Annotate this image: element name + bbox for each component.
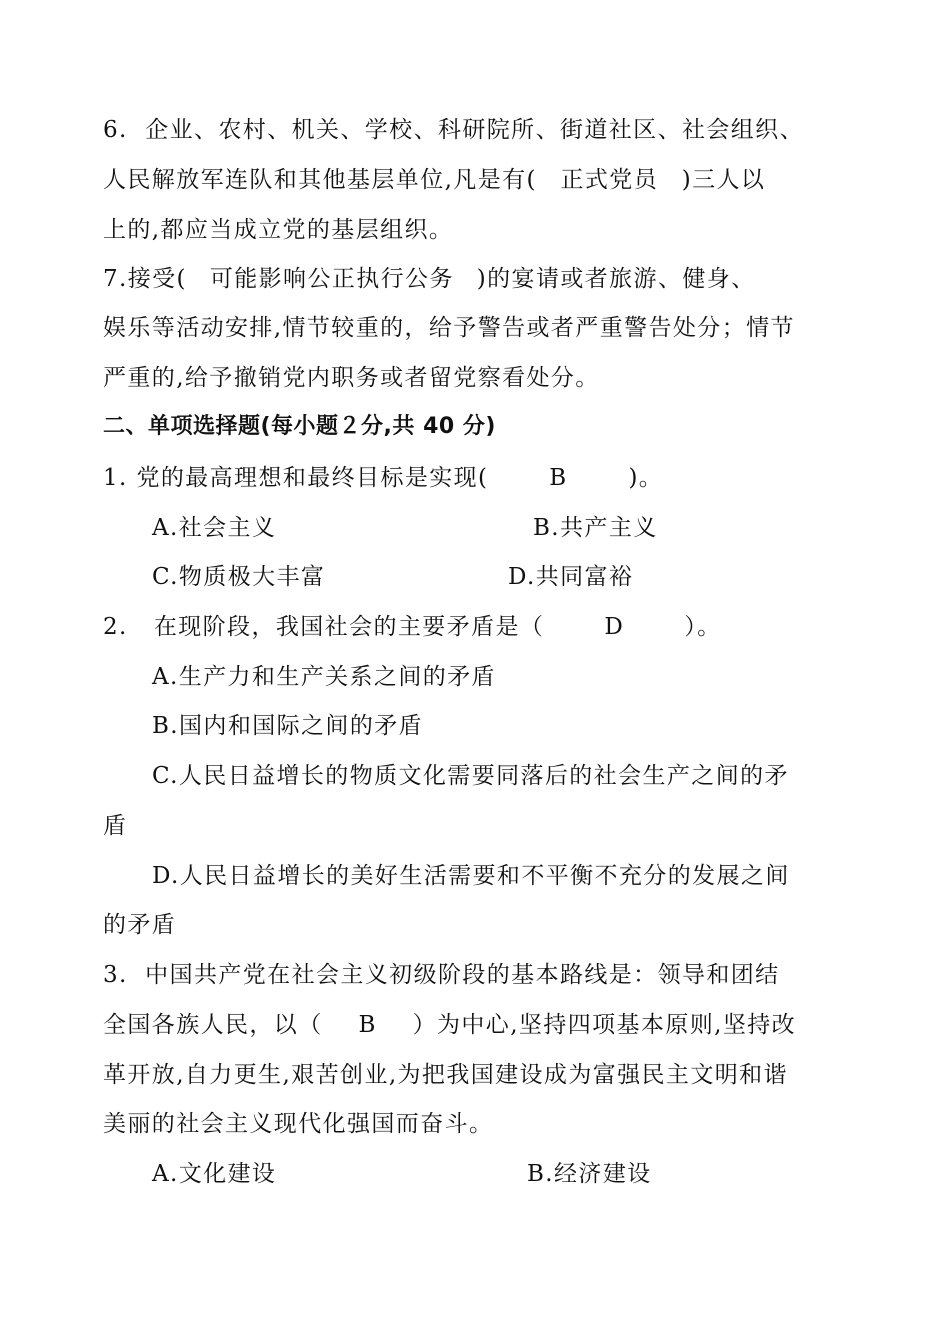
mc1-answer: B [549, 465, 568, 491]
mc1-option-c: C.物质极大丰富 [152, 564, 326, 590]
mc3-line-2 [103, 1010, 796, 1040]
q7-line-1-text: 7.接受( [103, 266, 205, 292]
q6-line-1: 6. 企业、农村、机关、学校、科研院所、街道社区、社会组织、 [103, 117, 804, 143]
mc3-line-4: 美丽的社会主义现代化强国而奋斗。 [103, 1111, 494, 1137]
q7-line-1-end: )的宴请或者旅游、健身、 [459, 266, 756, 292]
mc2-option-d: D.人民日益增长的美好生活需要和不平衡不充分的发展之间 [152, 863, 790, 889]
mc2-option-c: C.人民日益增长的物质文化需要同落后的社会生产之间的矛 [152, 763, 789, 789]
mc2-stem-end: ）。 [684, 614, 722, 640]
q6-line-2 [103, 165, 765, 195]
mc3-line-3: 革开放,自力更生,艰苦创业,为把我国建设成为富强民主文明和谐 [103, 1062, 788, 1088]
q6-line-3: 上的,都应当成立党的基层组织。 [103, 217, 454, 243]
mc1-option-a: A.社会主义 [152, 515, 277, 541]
mc2-stem [103, 612, 722, 642]
q7-answer: 可能影响公正执行公务 [209, 266, 454, 292]
mc2-stem-text: 2. 在现阶段，我国社会的主要矛盾是（ [103, 614, 545, 640]
mc1-option-b: B.共产主义 [533, 515, 658, 541]
q7-line-1 [103, 264, 756, 294]
section-heading: 二、单项选择题(每小题２分,共 40 分) [103, 414, 496, 439]
mc3-option-b: B.经济建设 [527, 1161, 652, 1187]
mc3-line-1: 3. 中国共产党在社会主义初级阶段的基本路线是：领导和团结 [103, 962, 780, 988]
mc1-option-d: D.共同富裕 [508, 564, 634, 590]
q7-line-2: 娱乐等活动安排,情节较重的，给予警告或者严重警告处分；情节 [103, 315, 795, 341]
mc3-answer: B [358, 1012, 377, 1038]
q7-line-3: 严重的,给予撤销党内职务或者留党察看处分。 [103, 365, 600, 391]
mc2-option-d-cont: 的矛盾 [103, 912, 177, 938]
q6-line-2-text: 人民解放军连队和其他基层单位,凡是有( [103, 167, 555, 193]
mc2-option-c-cont: 盾 [103, 813, 128, 839]
mc1-stem [103, 463, 663, 493]
mc2-answer: D [604, 614, 625, 640]
mc3-line-2-text: 全国各族人民，以（ [103, 1012, 323, 1038]
mc2-option-b: B.国内和国际之间的矛盾 [152, 713, 424, 739]
mc3-option-a: A.文化建设 [152, 1161, 277, 1187]
mc2-option-a: A.生产力和生产关系之间的矛盾 [152, 664, 496, 690]
q6-answer: 正式党员 [560, 167, 659, 193]
mc3-line-2-end: ）为中心,坚持四项基本原则,坚持改 [412, 1012, 797, 1038]
q6-line-2-end: )三人以 [664, 167, 766, 193]
mc1-stem-end: )。 [628, 465, 664, 491]
mc1-stem-text: 1. 党的最高理想和最终目标是实现( [103, 465, 489, 491]
